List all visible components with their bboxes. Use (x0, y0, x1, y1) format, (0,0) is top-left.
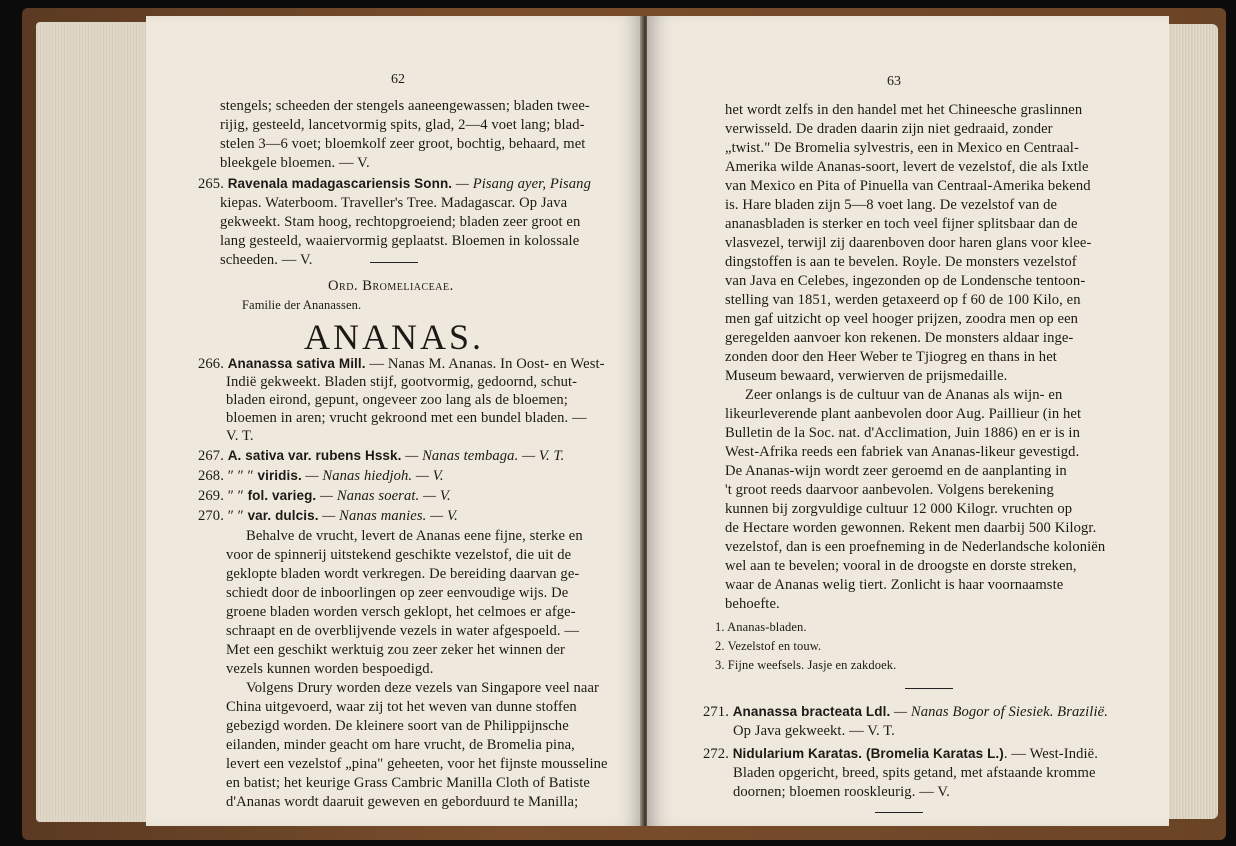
text-line: van Java en Celebes, ingezonden op de Londensche tentoon- (725, 273, 1086, 289)
text-line: is. Hare bladen zijn 5—8 voet lang. De vezelstof van de (725, 197, 1058, 213)
text-line: Met een geschikt werktuig zou zeer zeker het winnen der (226, 642, 565, 658)
list-item: 3. Fijne weefsels. Jasje en zakdoek. (715, 658, 897, 672)
text-line: kunnen bij zorgvuldige cultuur 12 000 Kilogr. vruchten op (725, 501, 1073, 517)
entry-271: 271. Ananassa bracteata Ldl. — Nanas Bogor of Siesiek. Brazilië. (703, 704, 1108, 720)
text-line: voor de spinnerij uitstekend geschikte vezelstof, die uit de (226, 547, 572, 563)
divider (905, 688, 953, 689)
text-line: schraapt en de overblijvende vezels in water afgespoeld. — (226, 623, 580, 639)
text-line: eilanden, minder geacht om hare vrucht, de Bromelia pina, (226, 737, 575, 753)
text-line: De Ananas-wijn wordt zeer geroemd en de aanplanting in (725, 463, 1067, 479)
text-line: vezelstof, dan is een proefneming in de Nederlandsche koloniën (725, 539, 1106, 555)
family-heading: Familie der Ananassen. (242, 298, 362, 312)
text-line: China uitgevoerd, waar zij tot het weven van dunne stoffen (226, 699, 577, 715)
entry-266: 266. Ananassa sativa Mill. — Nanas M. Ananas. In Oost- en West- (198, 356, 605, 372)
text-line: van Mexico en Pita of Pinuella van Centraal-Amerika bekend (725, 178, 1091, 194)
text-line: kiepas. Waterboom. Traveller's Tree. Madagascar. Op Java (220, 195, 568, 211)
species-name: fol. varieg. (247, 488, 317, 503)
text-line: V. T. (226, 428, 254, 444)
text-line: doornen; bloemen rooskleurig. — V. (733, 784, 950, 800)
text-line: stengels; scheeden der stengels aaneengewassen; bladen twee- (220, 98, 590, 114)
species-name: viridis. (257, 468, 302, 483)
entry-268: 268. ″ ″ ″ viridis. — Nanas hiedjoh. — V. (198, 468, 444, 484)
entry-270: 270. ″ ″ var. dulcis. — Nanas manies. — V. (198, 508, 458, 524)
text-line: Museum bewaard, verwierven de prijsmedaille. (725, 368, 1008, 384)
text-line: groene bladen worden versch geklopt, het celmoes er afge- (226, 604, 576, 620)
text-line: „twist." De Bromelia sylvestris, een in Mexico en Centraal- (725, 140, 1079, 156)
text-line: Op Java gekweekt. — V. T. (733, 723, 895, 739)
text-line: geklopte bladen wordt verkregen. De bereiding daarvan ge- (226, 566, 580, 582)
text-line: waar de Ananas welig tiert. Zonlicht is haar voornaamste (725, 577, 1064, 593)
text-line: Bulletin de la Soc. nat. d'Acclimation, Juin 1886) en er is in (725, 425, 1080, 441)
text-line: het wordt zelfs in den handel met het Chineesche graslinnen (725, 102, 1083, 118)
text-line: gebezigd worden. De kleinere soort van de Philippijnsche (226, 718, 569, 734)
text-line: lang gesteeld, waaiervormig geplaatst. Bloemen in kolossale (220, 233, 580, 249)
species-name: Nidularium Karatas. (Bromelia Karatas L.) (732, 746, 1004, 761)
text-line: en batist; het keurige Grass Cambric Manilla Cloth of Batiste (226, 775, 590, 791)
species-name: Ananassa bracteata Ldl. (732, 704, 891, 719)
text-line: Behalve de vrucht, levert de Ananas eene fijne, sterke en (246, 528, 583, 544)
text-line: stelen 3—6 voet; bloemkolf zeer groot, bochtig, behaard, met (220, 136, 586, 152)
text-line: bleekgele bloemen. — V. (220, 155, 370, 171)
text-line: dingstoffen is aan te bevelen. Royle. De monsters vezelstof (725, 254, 1077, 270)
text-line: Indië gekweekt. Bladen stijf, gootvormig, gedoornd, schut- (226, 374, 578, 390)
species-name: Ananassa sativa Mill. (227, 356, 366, 371)
text-line: d'Ananas wordt daaruit geweven en geborduurd te Manilla; (226, 794, 579, 810)
entry-269: 269. ″ ″ fol. varieg. — Nanas soerat. — V. (198, 488, 451, 504)
left-page (146, 16, 643, 826)
list-item: 1. Ananas-bladen. (715, 620, 807, 634)
text-line: de Hectare worden gewonnen. Rekent men daarbij 500 Kilogr. (725, 520, 1097, 536)
text-line: vezels kunnen worden bespoedigd. (226, 661, 434, 677)
text-line: bloemen in aren; vrucht gekroond met een bundel bladen. — (226, 410, 587, 426)
entry-267: 267. A. sativa var. rubens Hssk. — Nanas tembaga. — V. T. (198, 448, 565, 464)
text-line: verwisseld. De draden daarin zijn niet gedraaid, zonder (725, 121, 1053, 137)
right-page (647, 16, 1169, 826)
text-line: gekweekt. Stam hoog, rechtopgroeiend; bladen zeer groot en (220, 214, 581, 230)
text-line: vlasvezel, terwijl zij daarenboven door haren glans voor klee- (725, 235, 1092, 251)
text-line: schiedt door de inboorlingen op zeer eenvoudige wijs. De (226, 585, 569, 601)
page-edges-left (36, 22, 154, 822)
text-line: ananasbladen is sterker en toch veel fijner splitsbaar dan de (725, 216, 1078, 232)
text-line: behoefte. (725, 596, 780, 612)
text-line: wel aan te bevelen; vooral in de droogste en dorste streken, (725, 558, 1077, 574)
divider (875, 812, 923, 813)
order-heading: Ord. Bromeliaceae. (328, 278, 454, 294)
text-line: rijig, gesteeld, lancetvormig spits, glad, 2—4 voet lang; blad- (220, 117, 585, 133)
text-line: West-Afrika reeds een fabriek van Ananas-likeur gevestigd. (725, 444, 1080, 460)
text-line: likeurleverende plant aanbevolen door Aug. Paillieur (in het (725, 406, 1082, 422)
text-line: men gaf uitzicht op veel hooger prijzen, zoodra men op een (725, 311, 1079, 327)
text-line: levert een vezelstof „pina" geheeten, voor het fijnste mousseline (226, 756, 608, 772)
list-item: 2. Vezelstof en touw. (715, 639, 822, 653)
text-line: Volgens Drury worden deze vezels van Singapore veel naar (246, 680, 600, 696)
divider (370, 262, 418, 263)
text-line: Amerika wilde Ananas-soort, levert de vezelstof, die als Ixtle (725, 159, 1089, 175)
text-line: stelling van 1851, werden getaxeerd op f 60 de 100 Kilo, en (725, 292, 1081, 308)
text-line: zonden door den Heer Weber te Tjiogreg en thans in het (725, 349, 1057, 365)
page-number: 62 (391, 72, 405, 87)
species-name: A. sativa var. rubens Hssk. (227, 448, 402, 463)
text-line: 't groot reeds daarvoor aanbevolen. Volgens berekening (725, 482, 1054, 498)
text-line: Zeer onlangs is de cultuur van de Ananas als wijn- en (745, 387, 1063, 403)
entry-265: 265. Ravenala madagascariensis Sonn. — Pisang ayer, Pisang (198, 176, 591, 192)
text-line: bladen eirond, gepunt, ongeveer zoo lang als de bloemen; (226, 392, 568, 408)
page-number: 63 (887, 74, 901, 89)
section-title: ANANAS. (304, 317, 485, 357)
text-line: scheeden. — V. (220, 252, 313, 268)
species-name: Ravenala madagascariensis Sonn. (227, 176, 453, 191)
species-name: var. dulcis. (247, 508, 319, 523)
text-line: geregelden aanvoer kon rekenen. De monsters aldaar inge- (725, 330, 1074, 346)
text-line: Bladen opgericht, breed, spits getand, met afstaande kromme (733, 765, 1096, 781)
entry-272: 272. Nidularium Karatas. (Bromelia Karatas L.). — West-Indië. (703, 746, 1098, 762)
